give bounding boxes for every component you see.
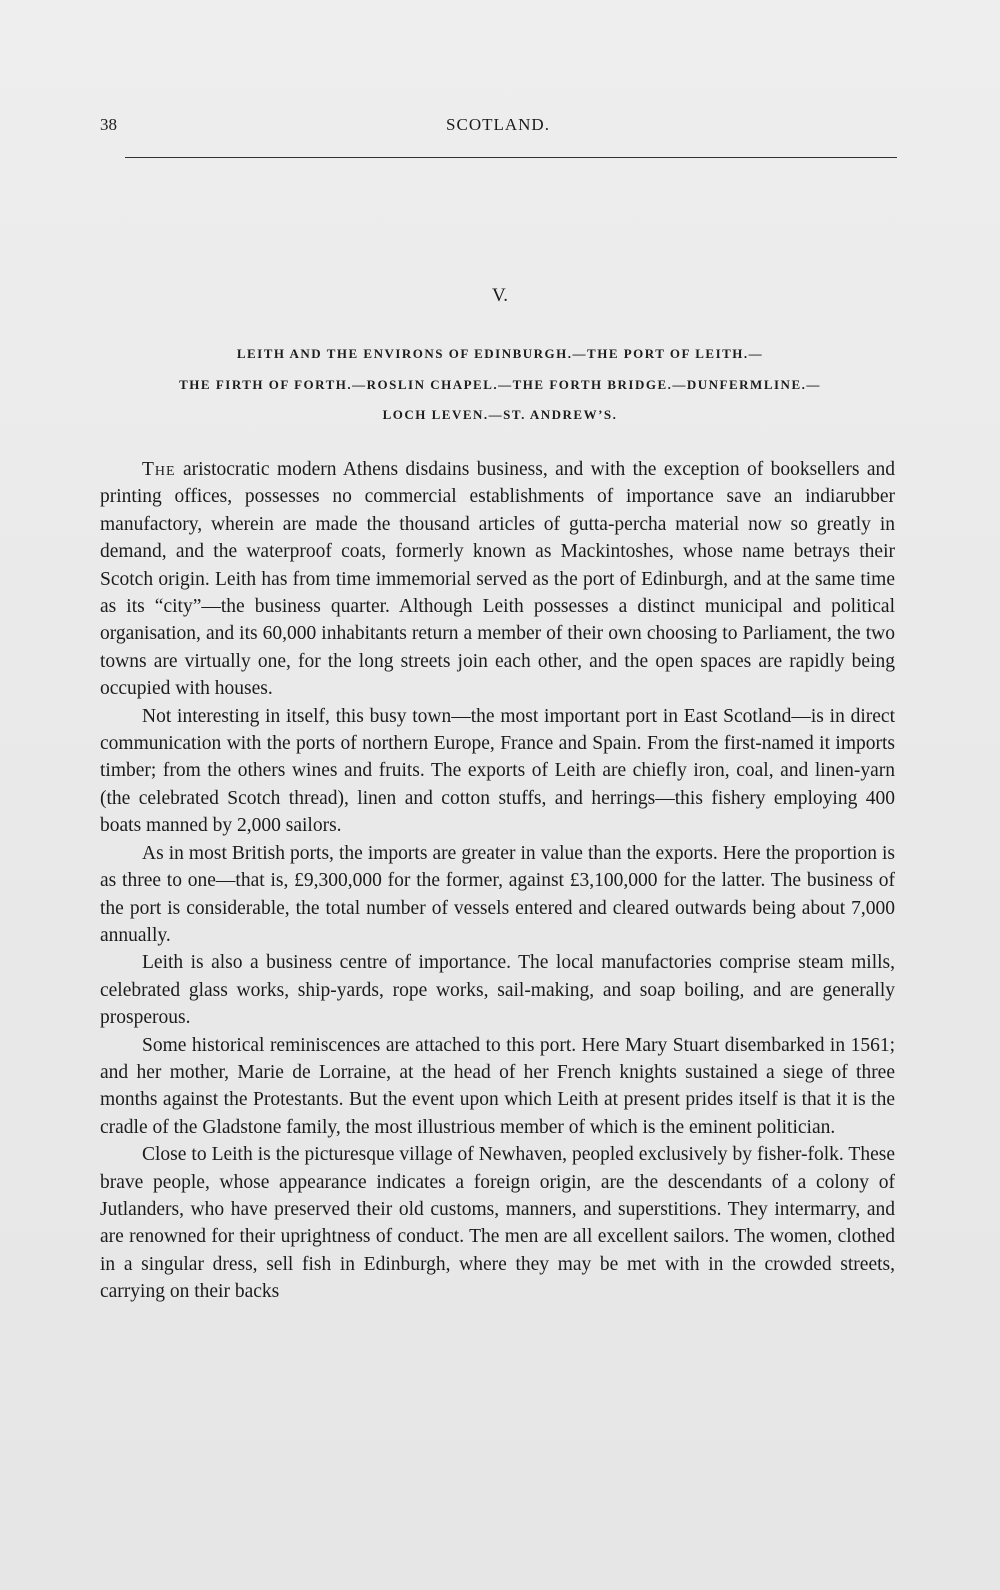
paragraph — [100, 456, 895, 703]
chapter-number: V. — [491, 285, 509, 306]
running-title: SCOTLAND. — [446, 115, 550, 134]
paragraph — [100, 703, 895, 840]
paragraph-text: Close to Leith is the picturesque village of Newhaven, peopled exclusively by fisher-folk. These brave people, whose appearance indicates a foreign origin, are the descendants of a colony of Jutlanders, who have preserved their old customs, manners, and superstitions. They intermarry, and are renowned for their uprightness of conduct. The men are all excellent sailors. The women, clothed in a singular dress, sell fish in Edinburgh, where they may be met with in the crowded streets, carrying on their backs — [100, 1144, 895, 1303]
paragraph-lead-word: The — [142, 459, 176, 480]
paragraph — [100, 1141, 895, 1305]
paragraph-text: Leith is also a business centre of importance. The local manufactories comprise steam mills, celebrated glass works, ship-yards, rope works, sail-making, and soap boiling, and are generally prosperous. — [100, 952, 895, 1029]
header-rule — [125, 157, 897, 158]
paragraph-text: Not interesting in itself, this busy town—the most important port in East Scotland—is in direct communication with the ports of northern Europe, France and Spain. From the first-named it imports timber; from the others wines and fruits. The exports of Leith are chiefly iron, coal, and linen-yarn (the celebrated Scotch thread), linen and cotton stuffs, and herrings—this fishery employing 400 boats manned by 2,000 sailors. — [100, 705, 895, 837]
page-header — [100, 115, 896, 139]
paragraph-text: As in most British ports, the imports are greater in value than the exports. Here the proportion is as three to one—that is, £9,300,000 for the former, against £3,100,000 for the latter. The business of the port is considerable, the total number of vessels entered and cleared outwards being about 7,000 annually. — [100, 842, 895, 946]
paragraph-text: aristocratic modern Athens disdains business, and with the exception of booksellers and printing offices, possesses no commercial establishments of importance save an indiarubber manufactory, wherein are made the thousand articles of gutta-percha material now so greatly in demand, and the waterproof coats, formerly known as Mackintoshes, whose name betrays their Scotch origin. Leith has from time immemorial served as the port of Edinburgh, and at the same time as its “city”—the business quarter. Although Leith possesses a distinct municipal and political organisation, and its 60,000 inhabitants return a member of their own choosing to Parliament, the two towns are virtually one, for the long streets join each other, and the open spaces are rapidly being occupied with houses. — [100, 459, 895, 700]
chapter-summary-line: THE FIRTH OF FORTH.—ROSLIN CHAPEL.—THE FORTH BRIDGE.—DUNFERMLINE.— — [179, 377, 821, 392]
paragraph — [100, 1032, 895, 1142]
body-text — [100, 456, 895, 1306]
page-number: 38 — [100, 115, 117, 134]
chapter-summary-line: LEITH AND THE ENVIRONS OF EDINBURGH.—THE PORT OF LEITH.— — [236, 346, 764, 361]
paragraph-text: Some historical reminiscences are attached to this port. Here Mary Stuart disembarked in 1561; and her mother, Marie de Lorraine, at the head of her French knights sustained a siege of three months against the Protestants. But the event upon which Leith at present prides itself is that it is the cradle of the Gladstone family, the most illustrious member of which is the eminent politician. — [100, 1034, 895, 1138]
paragraph — [100, 840, 895, 950]
paragraph — [100, 949, 895, 1031]
chapter-summary-line: LOCH LEVEN.—ST. ANDREW’S. — [382, 407, 618, 422]
